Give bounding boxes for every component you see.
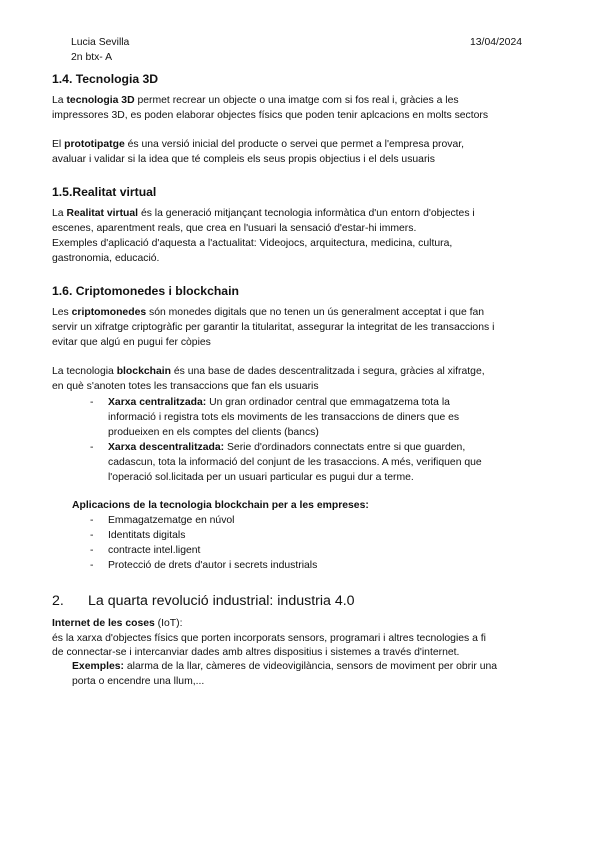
paragraph-line: en què s'anoten totes les transaccions que fan els usuaris [52,381,319,392]
paragraph-line: La tecnologia 3D permet recrear un objecte o una imatge com si fos real i, gràcies a les [52,95,459,106]
paragraph-line: La tecnologia blockchain és una base de dades descentralitzada i segura, gràcies al xifratge, [52,366,485,377]
paragraph-line: Exemples: alarma de la llar, càmeres de videovigilància, sensors de moviment per obrir una [72,661,498,672]
class-group: 2n btx- A [71,52,113,63]
list-item: - Xarxa descentralitzada: Serie d'ordinadors connectats entre si que guarden, [90,442,466,453]
paragraph-line: avaluar i validar si la idea que té compleis els seus propis objectius i el dels usuaris [52,154,435,165]
author-name: Lucia Sevilla [71,37,130,48]
paragraph-line: és la xarxa d'objectes físics que porten incorporats sensors, programari i altres tecnologies a fi [52,633,486,644]
paragraph-line: El prototipatge és una versió inicial del producte o servei que permet a l'empresa provar, [52,139,465,150]
paragraph-line: La Realitat virtual és la generació mitjançant tecnologia informàtica d'un entorn d'objectes i [52,208,475,219]
heading-1-6: 1.6. Criptomonedes i blockchain [52,284,239,298]
list-item-continuation: l'operació sol.licitada per un usuari particular es pugui dur a terme. [108,472,414,483]
paragraph-line: servir un xifratge criptogràfic per garantir la titularitat, assegurar la integritat de les transaccions i [52,322,495,333]
paragraph-line: Internet de les coses (IoT): [52,618,183,629]
apps-heading: Aplicacions de la tecnologia blockchain per a les empreses: [72,500,369,511]
paragraph-line: escenes, aparentment reals, que crea en l'usuari la sensació d'estar-hi immers. [52,223,417,234]
paragraph-line: de connectar-se i intercanviar dades amb altres dispositius i sistemes a través d'internet. [52,647,460,658]
list-item: - Emmagatzematge en núvol [90,515,235,526]
paragraph-line: evitar que algú en pugui fer còpies [52,337,211,348]
paragraph-line: gastronomia, educació. [52,253,160,264]
paragraph-line: Exemples d'aplicació d'aquesta a l'actualitat: Videojocs, arquitectura, medicina, cultura, [52,238,453,249]
list-item-continuation: informació i registra tots els moviments de les transaccions de diners que es [108,412,460,423]
heading-1-4: 1.4. Tecnologia 3D [52,72,159,86]
date: 13/04/2024 [470,37,523,48]
list-item-continuation: produeixen en els comptes del clients (bancs) [108,427,319,438]
section-2-number: 2. [52,593,64,609]
list-item: - Identitats digitals [90,530,186,541]
list-item: - contracte intel.ligent [90,545,201,556]
paragraph-line: Les criptomonedes són monedes digitals que no tenen un ús generalment acceptat i que fan [52,307,485,318]
list-item: - Protecció de drets d'autor i secrets industrials [90,560,318,571]
list-item: - Xarxa centralitzada: Un gran ordinador central que emmagatzema tota la [90,397,450,408]
paragraph-line: porta o encendre una llum,... [72,676,205,687]
section-2-title: La quarta revolució industrial: industria 4.0 [88,593,355,609]
heading-1-5: 1.5.Realitat virtual [52,185,157,199]
list-item-continuation: cadascun, tota la informació del conjunt de les trasaccions. A més, verifiquen que [108,457,482,468]
paragraph-line: impressores 3D, es poden elaborar objectes físics que poden tenir aplcacions en molts sectors [52,110,489,121]
